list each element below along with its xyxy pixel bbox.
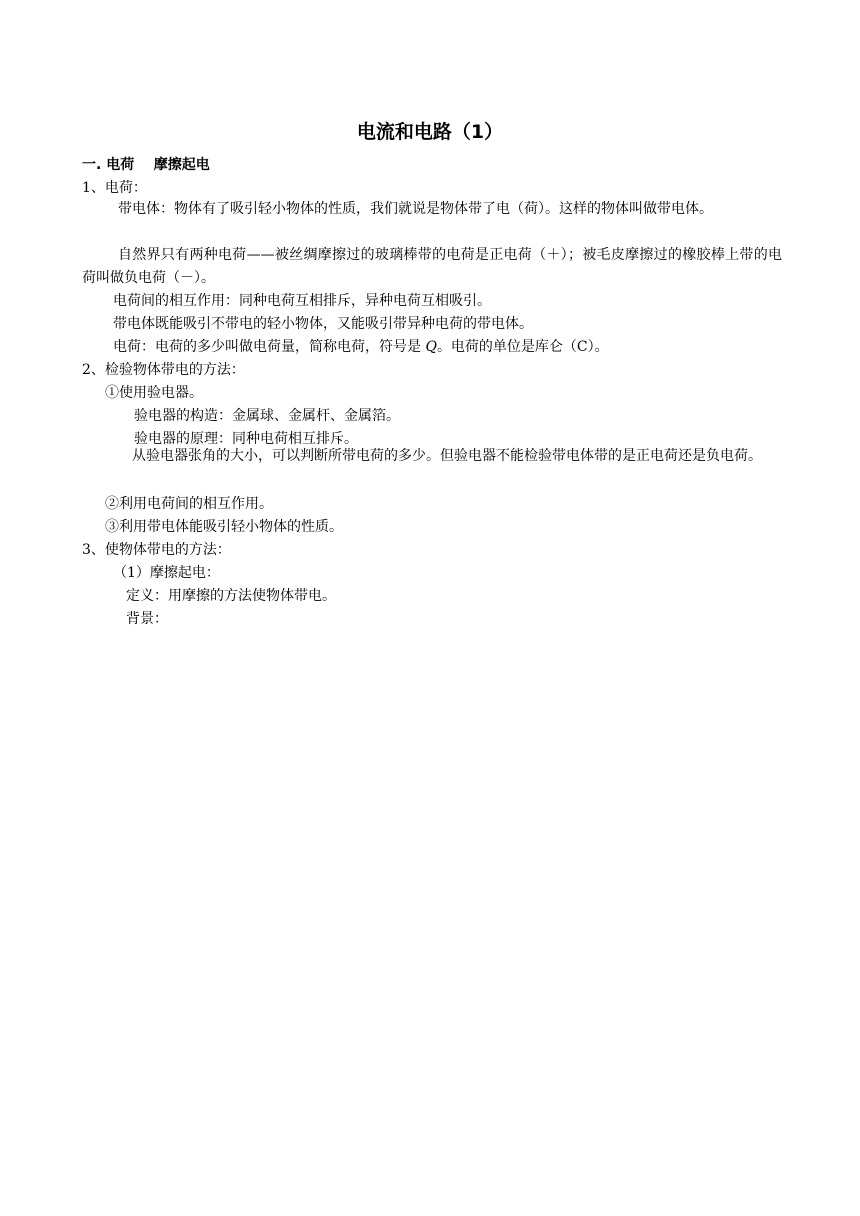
line-charge-interaction: 电荷间的相互作用：同种电荷互相排斥，异种电荷互相吸引。: [113, 293, 491, 309]
charge-symbol: Q: [425, 339, 437, 355]
method-electroscope: ①使用验电器。: [105, 385, 203, 401]
paragraph-electroscope-angle: 从验电器张角的大小，可以判断所带电荷的多少。但验电器不能检验带电体带的是正电荷还是负电荷。: [132, 448, 762, 464]
item-heading-charging-methods: 3、使物体带电的方法：: [82, 542, 231, 558]
item-heading-detect-methods: 2、检验物体带电的方法：: [82, 362, 245, 378]
section-heading: 一. 电荷 摩擦起电: [82, 157, 210, 173]
line-charged-body-attracts: 带电体既能吸引不带电的轻小物体，又能吸引带异种电荷的带电体。: [113, 316, 533, 332]
paragraph-charged-body: 带电体：物体有了吸引轻小物体的性质，我们就说是物体带了电（荷）。这样的物体叫做带电体。: [118, 201, 713, 217]
electroscope-structure: 验电器的构造：金属球、金属杆、金属箔。: [134, 408, 400, 424]
electroscope-principle: 验电器的原理：同种电荷相互排斥。: [134, 431, 358, 447]
item-heading-charge: 1、电荷：: [82, 180, 147, 196]
friction-background: 背景：: [126, 611, 168, 627]
charge-unit-text: 。电荷的单位是库仑（C）。: [436, 339, 609, 355]
page-title: 电流和电路（1）: [356, 121, 504, 143]
method-interaction: ②利用电荷间的相互作用。: [105, 496, 273, 512]
paragraph-two-charges: 自然界只有两种电荷——被丝绸摩擦过的玻璃棒带的电荷是正电荷（＋）；被毛皮摩擦过的橡胶棒上带的电荷叫做负电荷（－）。: [82, 247, 782, 286]
charge-quantity-text: 电荷：电荷的多少叫做电荷量，简称电荷，符号是: [113, 339, 426, 355]
friction-definition: 定义：用摩擦的方法使物体带电。: [126, 588, 336, 604]
line-charge-quantity: [113, 337, 609, 357]
subitem-friction-charging: （1）摩擦起电：: [113, 565, 220, 581]
method-attraction: ③利用带电体能吸引轻小物体的性质。: [105, 519, 343, 535]
